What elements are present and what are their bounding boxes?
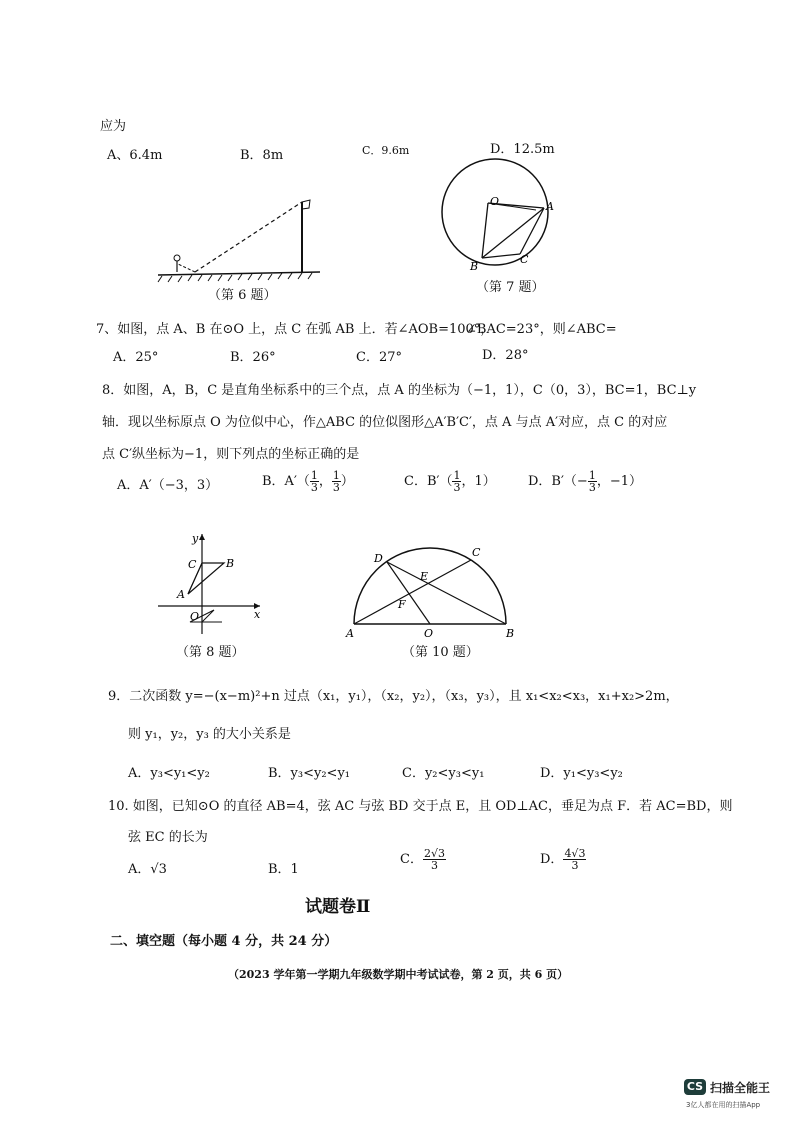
q8-line3: 点 C′纵坐标为−1，则下列点的坐标正确的是 — [102, 447, 360, 462]
q7-stem-a: 7、如图，点 A、B 在⊙O 上，点 C 在弧 AB 上．若∠AOB=100°， — [96, 322, 494, 337]
label-y: y — [192, 532, 199, 545]
label-d: D — [374, 552, 383, 565]
sight-line — [195, 202, 302, 272]
q7-option-c: C．27° — [356, 350, 402, 365]
q7-figure — [440, 150, 560, 275]
q6-option-b: B．8m — [240, 148, 284, 163]
person-head — [174, 255, 180, 261]
q8-caption: （第 8 题） — [176, 645, 245, 660]
q8-option-b: B．A′（ $\frac{1}{3}$ ， $\frac{1}{3}$ ） — [262, 469, 354, 494]
label-a: A — [346, 627, 354, 640]
q10-option-c: C． $\frac{2√3}{3}$ — [400, 847, 445, 872]
q10-line2: 弦 EC 的长为 — [128, 830, 208, 845]
q6-figure — [150, 190, 330, 285]
label-o: O — [424, 627, 434, 640]
label-e: E — [420, 570, 429, 583]
label-c: C — [472, 546, 481, 559]
section-title: 试题卷Ⅱ — [305, 897, 371, 917]
q10-line1: 10. 如图，已知⊙O 的直径 AB=4，弦 AC 与弦 BD 交于点 E，且 OD⊥AC，垂足为点 F．若 AC=BD，则 — [108, 799, 733, 814]
watermark-sub: 3亿人都在用的扫描App — [686, 1101, 761, 1109]
flag — [302, 200, 310, 209]
label-c: C — [520, 253, 529, 266]
label-f: F — [398, 598, 406, 611]
q10-caption: （第 10 题） — [402, 645, 479, 660]
q6-option-c: C．9.6m — [362, 144, 410, 157]
q10-option-d: D． $\frac{4√3}{3}$ — [540, 847, 586, 872]
q8-option-c: C．B′（ $\frac{1}{3}$ ，1） — [404, 469, 496, 494]
intro-tail: 应为 — [100, 119, 127, 134]
q9-line1: 9．二次函数 y=−(x−m)²+n 过点（x₁，y₁），（x₂，y₂），（x₃，y₃），且 x₁<x₂<x₃，x₁+x₂>2m， — [108, 689, 679, 704]
q6-option-a: A、6.4m — [107, 148, 163, 163]
q7-option-b: B．26° — [230, 350, 276, 365]
circle-o — [442, 159, 548, 265]
q8-option-d: D．B′（− $\frac{1}{3}$ ，−1） — [528, 469, 642, 494]
label-b: B — [226, 557, 235, 570]
q7-caption: （第 7 题） — [476, 280, 545, 295]
q10-option-b: B．1 — [268, 862, 299, 877]
page-footer: （2023 学年第一学期九年级数学期中考试试卷，第 2 页，共 6 页） — [228, 968, 569, 981]
q7-stem-b: ∠BAC=23°，则∠ABC= — [466, 322, 617, 337]
label-o: O — [490, 195, 500, 208]
q8-line2: 轴．现以坐标原点 O 为位似中心，作△ABC 的位似图形△A′B′C′，点 A 与点 A′对应，点 C 的对应 — [102, 415, 668, 430]
q9-option-a: A．y₃<y₁<y₂ — [128, 766, 210, 781]
label-b: B — [506, 627, 515, 640]
q7-option-d: D．28° — [482, 348, 529, 363]
q8-line1: 8．如图，A，B，C 是直角坐标系中的三个点，点 A 的坐标为（−1，1），C（0，3），BC=1，BC⊥y — [102, 383, 697, 398]
label-a: A — [177, 588, 185, 601]
label-a: A — [546, 200, 554, 213]
q9-option-c: C．y₂<y₃<y₁ — [402, 766, 485, 781]
section2-heading: 二、填空题（每小题 4 分，共 24 分） — [110, 934, 338, 949]
q8-option-a: A．A′（−3，3） — [117, 478, 219, 493]
label-c: C — [188, 558, 197, 571]
chord-ac — [354, 560, 471, 624]
q9-option-d: D．y₁<y₃<y₂ — [540, 766, 623, 781]
label-b: B — [470, 260, 479, 273]
q6-option-d: D．12.5m — [490, 142, 555, 157]
label-o: O — [190, 610, 200, 623]
label-x: x — [254, 608, 261, 621]
q9-option-b: B．y₃<y₂<y₁ — [268, 766, 351, 781]
watermark-name: 扫描全能王 — [710, 1081, 771, 1095]
q10-figure — [340, 540, 520, 640]
q9-line2: 则 y₁，y₂，y₃ 的大小关系是 — [128, 727, 291, 742]
chord-bd — [387, 562, 506, 624]
camscanner-logo: CS — [684, 1079, 706, 1095]
q8-figure — [150, 530, 270, 640]
q6-caption: （第 6 题） — [208, 288, 277, 303]
q7-option-a: A．25° — [113, 350, 159, 365]
q10-option-a: A．√3 — [128, 862, 167, 877]
ground-line — [158, 272, 320, 275]
